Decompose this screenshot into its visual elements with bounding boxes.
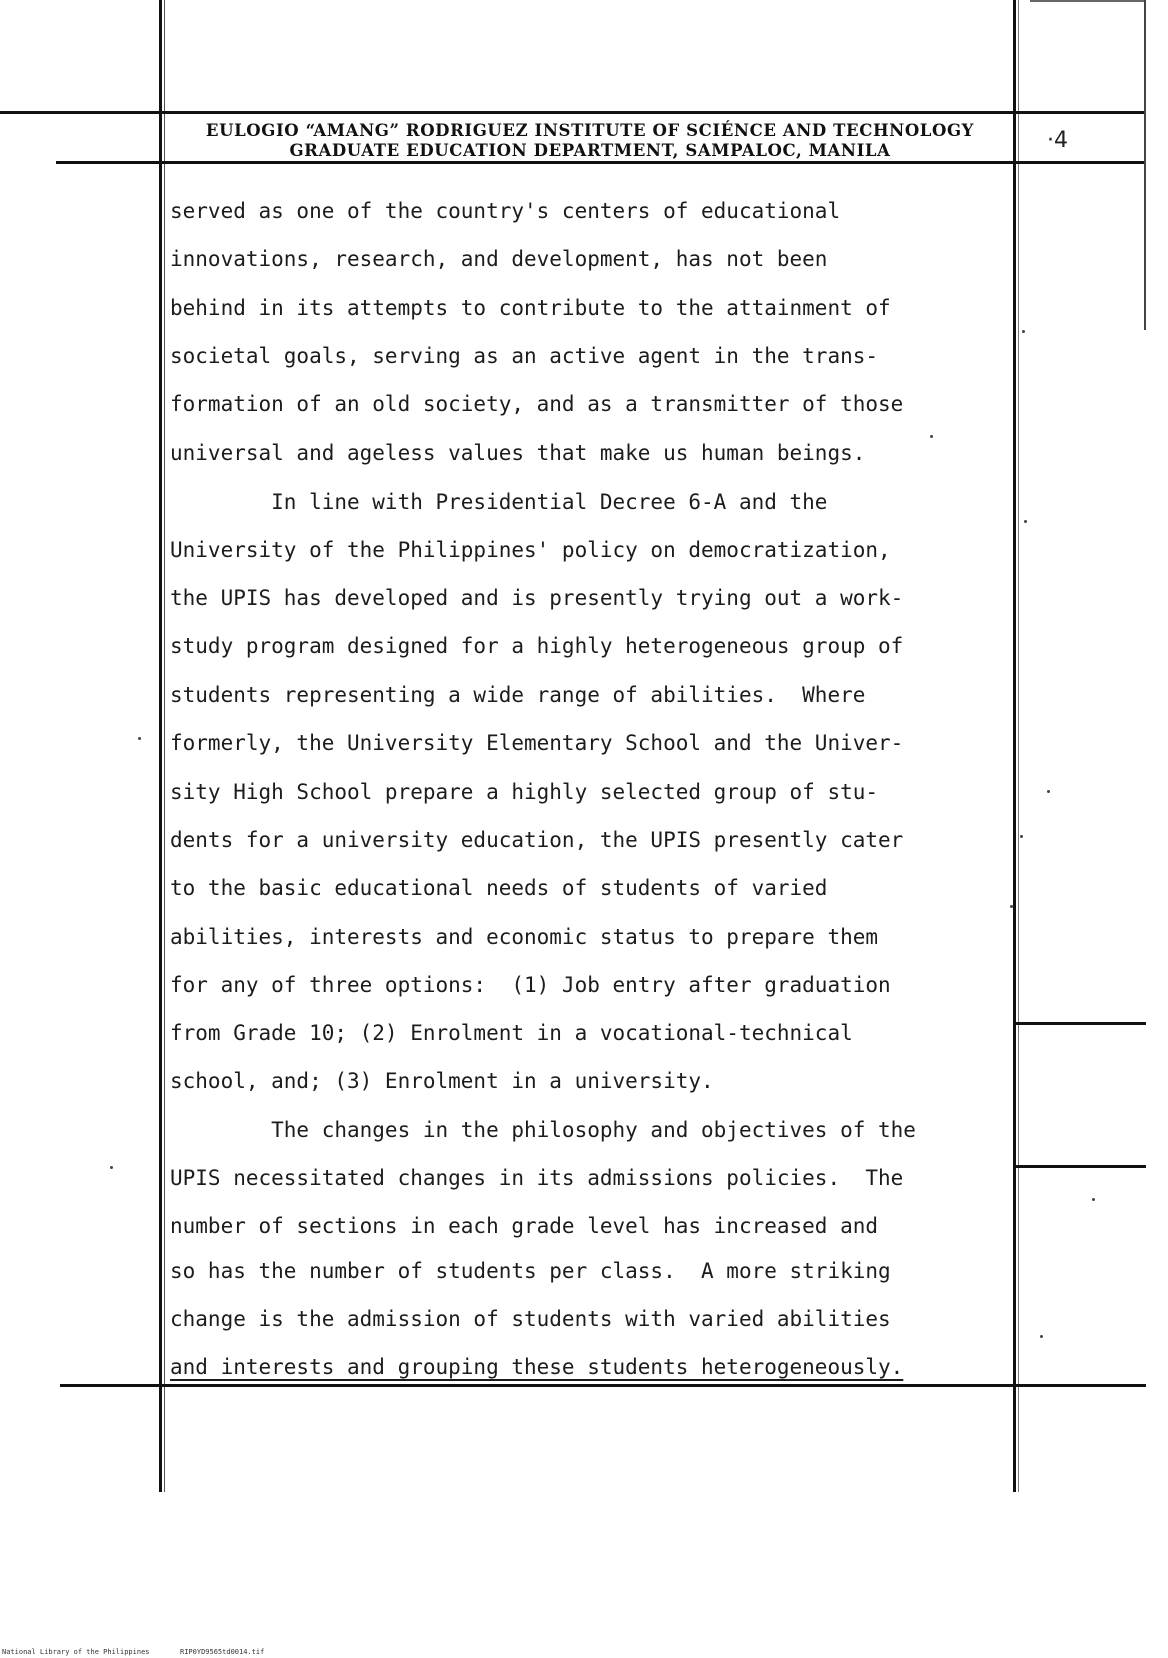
page-number: ·4 [1047,128,1068,153]
body-line: school, and; (3) Enrolment in a university. [170,1069,714,1093]
body-line: University of the Philippines' policy on democratization, [170,538,891,562]
body-line: sity High School prepare a highly selected group of stu- [170,780,879,804]
body-line: societal goals, serving as an active agent in the trans- [170,344,879,368]
footer-filename: RIP0YD9565td0014.tif [180,1648,265,1656]
body-line: to the basic educational needs of students of varied [170,876,828,900]
body-line: abilities, interests and economic status to prepare them [170,925,879,949]
body-line: formation of an old society, and as a transmitter of those [170,392,904,416]
header-bottom-rule [56,161,1146,164]
left-margin-rule [159,0,162,1492]
institution-name: EULOGIO “AMANG” RODRIGUEZ INSTITUTE OF SCIÉNCE AND TECHNOLOGY [205,121,975,140]
paragraph-start: In line with Presidential Decree 6-A and the [170,490,828,514]
scan-speck [1020,835,1023,838]
body-line: served as one of the country's centers of educational [170,199,841,223]
body-line: formerly, the University Elementary School and the Univer- [170,731,904,755]
body-line: from Grade 10; (2) Enrolment in a vocational-technical [170,1021,853,1045]
body-line: so has the number of students per class. A more striking [170,1259,891,1283]
body-line: study program designed for a highly heterogeneous group of [170,634,904,658]
scan-speck [930,435,933,438]
body-line: change is the admission of students with varied abilities [170,1307,891,1331]
right-margin-rule [1013,0,1016,1492]
scan-speck [1022,330,1025,333]
header-top-rule [0,111,1146,114]
scan-speck [1040,1335,1043,1338]
right-tab-rule-2 [1016,1165,1146,1168]
body-line: behind in its attempts to contribute to the attainment of [170,296,891,320]
right-tab-rule-1 [1016,1022,1146,1025]
footer-library: National Library of the Philippines [2,1648,150,1656]
scan-speck [1010,905,1013,908]
paragraph-start: The changes in the philosophy and objectives of the [170,1118,916,1142]
scan-speck [1024,520,1027,523]
department-name: GRADUATE EDUCATION DEPARTMENT, SAMPALOC, MANILA [289,141,891,160]
left-margin-rule-inner [164,0,165,1492]
body-line: number of sections in each grade level has increased and [170,1214,879,1238]
body-line: innovations, research, and development, has not been [170,247,828,271]
right-margin-rule-thin [1018,0,1019,1492]
body-line: the UPIS has developed and is presently trying out a work- [170,586,904,610]
top-edge-mark [1030,0,1146,2]
body-line: for any of three options: (1) Job entry after graduation [170,973,891,997]
body-bottom-rule [60,1384,1146,1387]
body-line: dents for a university education, the UPIS presently cater [170,828,904,852]
scan-speck [138,737,141,740]
body-line: UPIS necessitated changes in its admissions policies. The [170,1166,904,1190]
scan-speck [1047,790,1050,793]
body-line: students representing a wide range of abilities. Where [170,683,866,707]
scan-speck [1092,1198,1095,1201]
right-edge-rule [1144,0,1146,330]
body-line-underlined: and interests and grouping these students heterogeneously. [170,1355,904,1379]
scan-speck [110,1166,113,1169]
body-line: universal and ageless values that make us human beings. [170,441,866,465]
